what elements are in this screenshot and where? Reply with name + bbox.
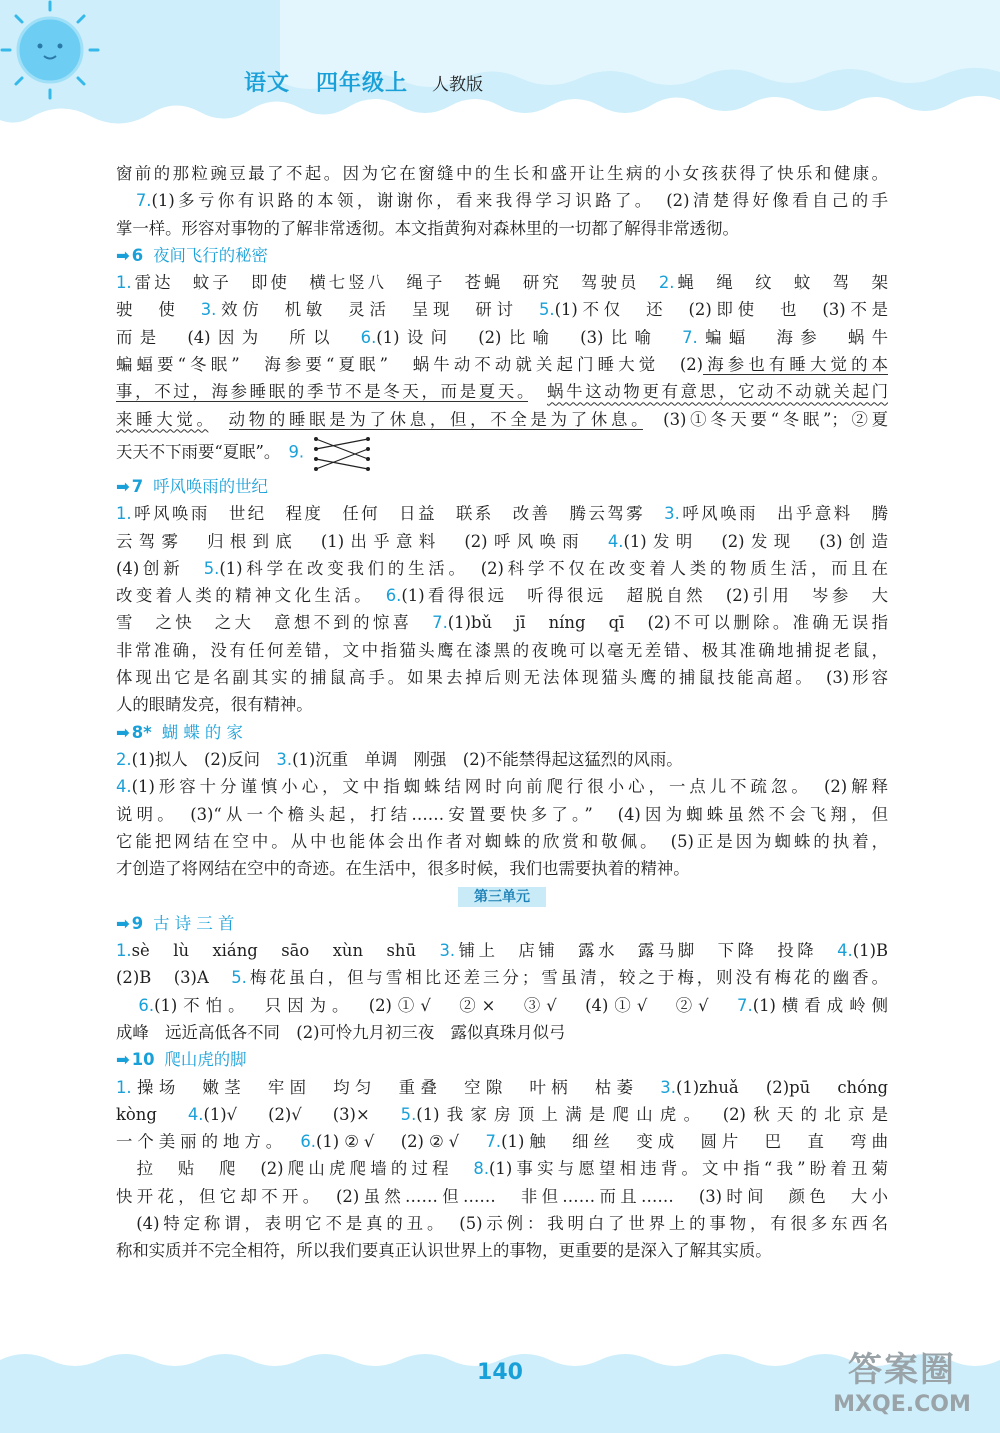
- section-heading-9: ➡ 9 古 诗 三 首: [116, 913, 235, 933]
- text-line: 掌一样。形容对事物的了解非常透彻。本文指黄狗对森林里的一切都了解得非常透彻。: [116, 218, 739, 238]
- text-line: 天天不下雨要“夏眠”。 9.: [116, 433, 888, 473]
- watermark-logo: 答案圈 MXQE.COM: [833, 1350, 971, 1417]
- text-line: 1.呼风唤雨 世纪 程度 任何 日益 联系 改善 腾云驾雾 3.呼风唤雨 出乎意料 腾: [116, 504, 889, 524]
- text-line: (4)创新 5.(1)科学在改变我们的生活。 (2)科学不仅在改变着人类的物质生活，而且在: [116, 558, 889, 578]
- text-line: kòng 4.(1)√ (2)√ (3)× 5.(1)我家房顶上满是爬山虎。 (2)秋天的北京是: [116, 1104, 889, 1124]
- answer-content: [116, 160, 888, 1265]
- section-heading-8: ➡ 8* 蝴 蝶 的 家: [116, 722, 243, 742]
- text-line: 人的眼睛发亮，很有精神。: [116, 695, 313, 715]
- text-line: 1.雷达 蚊子 即使 横七竖八 绳子 苍蝇 研究 驾驶员 2.蝇 绳 纹 蚊 驾 架: [116, 273, 889, 293]
- text-line: 体现出它是名副其实的捕鼠高手。如果去掉后则无法体现猫头鹰的捕鼠技能高超。 (3)形容: [116, 668, 888, 688]
- text-line: (2)B (3)A 5.梅花虽白，但与雪相比还差三分；雪虽清，较之于梅，则没有梅花的幽香。: [116, 968, 888, 988]
- edition-label: 人教版: [432, 75, 484, 95]
- text-line: (4)特定称谓，表明它不是真的丑。 (5)示例：我明白了世界上的事物，有很多东西名: [136, 1213, 889, 1233]
- section-heading-7: ➡ 7 呼风唤雨的世纪: [116, 476, 268, 496]
- text-line: 非常准确，没有任何差错，文中指猫头鹰在漆黑的夜晚可以毫无差错、极其准确地捕捉老鼠，: [116, 640, 888, 660]
- text-line: 1.sè lù xiáng sāo xùn shū 3.铺上 店铺 露水 露马脚 下降 投降 4.(1)B: [116, 941, 889, 961]
- grade-label: 四年级上: [316, 71, 409, 96]
- text-line: 而是 (4)因为 所以 6.(1)设问 (2)比喻 (3)比喻 7.蝙蝠 海参 蜗牛: [116, 327, 889, 347]
- text-line: 雪 之快 之大 意想不到的惊喜 7.(1)bǔ jī níng qī (2)不可以删除。准确无误指: [116, 613, 889, 633]
- text-line: 称和实质并不完全相符，所以我们要真正认识世界上的事物，更重要的是深入了解其实质。: [116, 1241, 772, 1261]
- text-line: 拉 贴 爬 (2)爬山虎爬墙的过程 8.(1)事实与愿望相违背。文中指“我”盼着丑菊: [136, 1159, 889, 1179]
- section-heading-6: ➡ 6 夜间飞行的秘密: [116, 245, 268, 265]
- text-line: 2.(1)拟人 (2)反问 3.(1)沉重 单调 刚强 (2)不能禁得起这猛烈的风雨。: [116, 749, 683, 769]
- text-line: 蝙蝠要“冬眠” 海参要“夏眠” 蜗牛动不动就关起门睡大觉 (2)海参也有睡大觉的本: [116, 355, 889, 375]
- text-line: 4.(1)形容十分谨慎小心，文中指蜘蛛结网时向前爬行很小心，一点儿不疏忽。 (2)解释: [116, 777, 888, 797]
- text-line: 一个美丽的地方。 6.(1)②√ (2)②√ 7.(1)触 细丝 变成 圆片 巴 直 弯曲: [116, 1132, 889, 1152]
- text-line: 它能把网结在空中。从中也能体会出作者对蜘蛛的欣赏和敬佩。 (5)正是因为蜘蛛的执着，: [116, 831, 888, 851]
- page-number: 140: [477, 1360, 523, 1385]
- text-line: 1.操场 嫩茎 牢固 均匀 重叠 空隙 叶柄 枯萎 3.(1)zhuǎ (2)pū chóng: [116, 1077, 889, 1097]
- text-line: 改变着人类的精神文化生活。 6.(1)看得很远 听得很远 超脱自然 (2)引用 岑参 大: [116, 586, 888, 606]
- section-heading-10: ➡ 10 爬山虎的脚: [116, 1050, 247, 1070]
- unit-heading: [116, 882, 888, 909]
- text-line: 6.(1)不怕。 只因为。 (2)①√ ②× ③√ (4)①√ ②√ 7.(1)横看成岭侧: [138, 995, 889, 1015]
- subject-label: 语文: [244, 71, 291, 96]
- page-header: [0, 0, 1000, 140]
- text-line: 窗前的那粒豌豆最了不起。因为它在窗缝中的生长和盛开让生病的小女孩获得了快乐和健康。: [116, 164, 888, 183]
- text-line: 7.(1)多亏你有识路的本领，谢谢你，看来我得学习识路了。 (2)清楚得好像看自己的手: [135, 191, 889, 211]
- matching-lines-diagram: [312, 433, 372, 473]
- book-title: [244, 66, 483, 97]
- text-line: 云驾雾 归根到底 (1)出乎意料 (2)呼风唤雨 4.(1)发明 (2)发现 (3)创造: [116, 531, 889, 551]
- text-line: 说明。 (3)“从一个檐头起，打结……安置要快多了。” (4)因为蜘蛛虽然不会飞翔，但: [116, 804, 888, 824]
- text-line: 才创造了将网结在空中的奇迹。在生活中，很多时候，我们也需要执着的精神。: [116, 859, 690, 879]
- wave-banner: [0, 0, 1000, 140]
- text-line: 快开花，但它却不开。 (2)虽然……但…… 非但……而且…… (3)时间 颜色 大小: [116, 1186, 888, 1206]
- text-line: 来睡大觉。 动物的睡眠是为了休息，但，不全是为了休息。 (3)①冬天要“冬眠”；②夏: [116, 409, 889, 429]
- text-line: 成峰 远近高低各不同 (2)可怜九月初三夜 露似真珠月似弓: [116, 1022, 566, 1042]
- unit-label: 第三单元: [458, 887, 546, 907]
- text-line: 事，不过，海参睡眠的季节不是冬天，而是夏天。 蜗牛这动物更有意思，它动不动就关起门: [116, 382, 889, 402]
- sun-mascot-icon: [0, 0, 100, 100]
- text-line: 驶 使 3.效仿 机敏 灵活 呈现 研讨 5.(1)不仅 还 (2)即使 也 (3)不是: [116, 300, 889, 320]
